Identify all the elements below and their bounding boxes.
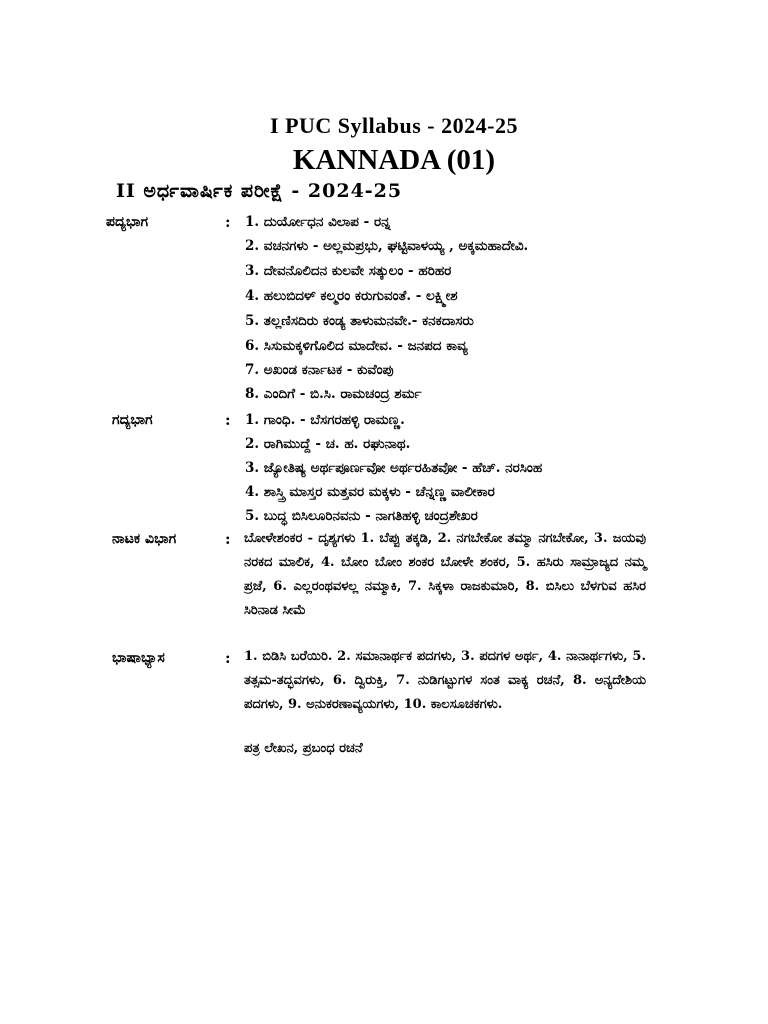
section-colon: : <box>225 530 231 548</box>
list-item: 5. ಬುದ್ಧ ಬಿಸಿಲೂರಿನವನು - ನಾಗತಿಹಳ್ಳಿ ಚಂದ್ರಶೇಖರ <box>245 508 478 524</box>
list-item: 4. ಹಲುಬಿದಳ್ ಕಲ್ಮರಂ ಕರುಗುವಂತೆ. - ಲಕ್ಷ್ಮೀಶ <box>245 288 458 304</box>
list-item: 1. ಗಾಂಧಿ. - ಬೆಸಗರಹಳ್ಳಿ ರಾಮಣ್ಣ. <box>245 412 405 428</box>
section-label-bhasha: ಭಾಷಾಭ್ಯಾಸ <box>112 650 165 666</box>
bhasha-description: 1. ಬಿಡಿಸಿ ಬರೆಯಿರಿ. 2. ಸಮಾನಾರ್ಥಕ ಪದಗಳು, 3. ಪದಗಳ ಅರ್ಥ, 4. ನಾನಾರ್ಥಗಳು, 5. ತತ್ಸಮ-ತದ್ಭವಗಳು, 6. ದ್ವಿರುಕ್ತಿ, 7. ನುಡಿಗಟ್ಟುಗಳ ಸಂತ ವಾಕ್ಯ ರಚನೆ, 8. ಅನ್ಯದೇಶಿಯ ಪದಗಳು, 9. ಅನುಕರಣಾವ್ಯಯಗಳು, 10. ಕಾಲಸೂಚಕಗಳು. <box>244 649 646 712</box>
list-item: 4. ಶಾಸ್ತ್ರಿ ಮಾಸ್ತರ ಮತ್ತವರ ಮಕ್ಕಳು - ಚೆನ್ನಣ್ಣ ವಾಲೀಕಾರ <box>245 484 495 500</box>
list-item: 8. ಎಂದಿಗೆ - ಬಿ.ಸಿ. ರಾಮಚಂದ್ರ ಶರ್ಮ <box>245 386 422 402</box>
section-colon: : <box>225 213 231 231</box>
subject-title: KANNADA (01) <box>292 144 496 176</box>
bhasha-extra: ಪತ್ರ ಲೇಖನ, ಪ್ರಬಂಧ ರಚನೆ <box>244 741 363 756</box>
section-label-gadya: ಗದ್ಯಭಾಗ <box>112 412 153 428</box>
list-item: 5. ತಲ್ಲಣಿಸದಿರು ಕಂಡ್ಯ ತಾಳುಮನವೇ.- ಕನಕದಾಸರು <box>245 313 474 329</box>
section-label-nataka: ನಾಟಕ ವಿಭಾಗ <box>112 531 177 547</box>
list-item: 3. ಜ್ಯೋತಿಷ್ಯ ಅರ್ಥಪೂರ್ಣವೋ ಅರ್ಥರಹಿತವೋ - ಹೆಚ್. ನರಸಿಂಹ <box>245 460 543 476</box>
list-item: 7. ಅಖಂಡ ಕರ್ನಾಟಕ - ಕುವೆಂಪು <box>245 362 394 378</box>
exam-heading: II ಅರ್ಧವಾರ್ಷಿಕ ಪರೀಕ್ಷೆ - 2024-25 <box>116 180 403 202</box>
section-colon: : <box>225 411 231 429</box>
list-item: 2. ರಾಗಿಮುದ್ದೆ - ಚ. ಹ. ರಘುನಾಥ. <box>245 436 411 452</box>
list-item: 6. ಸಿಸುಮಕ್ಕಳಿಗೊಲಿದ ಮಾದೇವ. - ಜನಪದ ಕಾವ್ಯ <box>245 338 468 354</box>
list-item: 2. ವಚನಗಳು - ಅಲ್ಲಮಪ್ರಭು, ಘಟ್ಟಿವಾಳಯ್ಯ , ಅಕ್ಕಮಹಾದೇವಿ. <box>245 238 529 254</box>
nataka-description: ಬೋಳೇಶಂಕರ - ದೃಶ್ಯಗಳು 1. ಬೆಪ್ಪು ತಕ್ಕಡಿ, 2. ನಗಬೇಕೋ ತಮ್ಮಾ ನಗಬೇಕೋ, 3. ಜಯವು ನರಕದ ಮಾಲಿಕ, 4. ಬೋಂ ಬೋಂ ಶಂಕರ ಬೋಳೇ ಶಂಕರ, 5. ಹಸಿರು ಸಾಮ್ರಾಜ್ಯದ ನಮ್ಮ ಪ್ರಜೆ, 6. ಎಲ್ಲರಂಥವಳಲ್ಲ ನಮ್ಮಾಕಿ, 7. ಸಿಕ್ಕಳಾ ರಾಜಕುಮಾರಿ, 8. ಬಿಸಿಲು ಬೆಳಗುವ ಹಸಿರ ಸಿರಿನಾಡ ಸೀಮೆ <box>244 531 646 618</box>
section-colon: : <box>225 649 231 667</box>
syllabus-title: I PUC Syllabus - 2024-25 <box>270 113 518 138</box>
list-item: 3. ದೇವನೊಲಿದನ ಕುಲವೇ ಸತ್ಕುಲಂ - ಹರಿಹರ <box>245 263 452 279</box>
section-label-padya: ಪದ್ಯಭಾಗ <box>106 214 149 230</box>
list-item: 1. ದುರ್ಯೋಧನ ವಿಲಾಪ - ರನ್ನ <box>245 214 391 230</box>
